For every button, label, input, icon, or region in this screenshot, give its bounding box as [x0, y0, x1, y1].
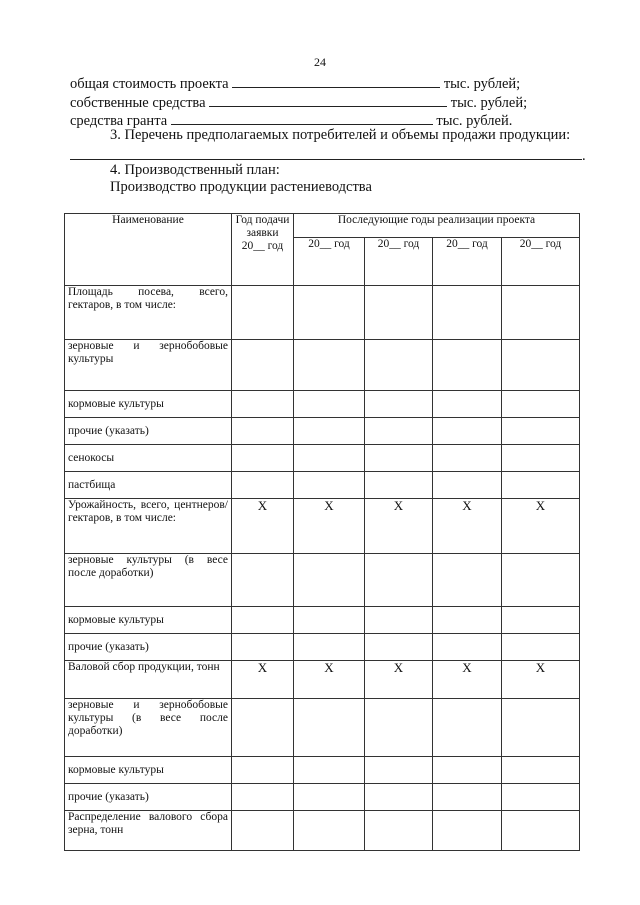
table-cell[interactable] [502, 286, 580, 340]
total-cost-unit: тыс. рублей; [443, 76, 521, 92]
row-label: прочие (указать) [65, 418, 232, 445]
table-cell[interactable] [433, 391, 502, 418]
row-label: зерновые и зернобобовые культуры (в весе после доработки) [65, 699, 232, 757]
header-application-year: Год подачи заявки 20__ год [232, 214, 294, 286]
table-cell[interactable]: X [294, 661, 365, 699]
table-cell[interactable] [433, 340, 502, 391]
table-cell[interactable] [294, 472, 365, 499]
table-cell[interactable] [502, 699, 580, 757]
table-cell[interactable] [232, 811, 294, 851]
table-row [65, 661, 580, 699]
table-cell[interactable] [232, 784, 294, 811]
table-cell[interactable] [232, 445, 294, 472]
table-cell[interactable] [294, 340, 365, 391]
table-cell[interactable] [433, 699, 502, 757]
table-row [65, 634, 580, 661]
table-row [65, 699, 580, 757]
table-cell[interactable]: X [232, 661, 294, 699]
row-label: прочие (указать) [65, 634, 232, 661]
table-cell[interactable] [365, 554, 433, 607]
table-cell[interactable] [502, 811, 580, 851]
table-cell[interactable] [502, 472, 580, 499]
table-cell[interactable] [365, 757, 433, 784]
table-subtitle: Производство продукции растениеводства [110, 179, 372, 195]
table-cell[interactable] [232, 472, 294, 499]
table-cell[interactable] [294, 607, 365, 634]
table-cell[interactable] [433, 286, 502, 340]
table-cell[interactable]: X [433, 499, 502, 554]
table-cell[interactable]: X [502, 499, 580, 554]
table-cell[interactable] [294, 699, 365, 757]
table-cell[interactable] [502, 757, 580, 784]
table-cell[interactable] [365, 811, 433, 851]
table-row [65, 472, 580, 499]
table-cell[interactable] [294, 634, 365, 661]
row-label: кормовые культуры [65, 391, 232, 418]
row-label: Распределение валового сбора зерна, тонн [65, 811, 232, 851]
table-cell[interactable] [433, 554, 502, 607]
table-cell[interactable] [365, 699, 433, 757]
table-cell[interactable]: X [433, 661, 502, 699]
table-cell[interactable] [365, 445, 433, 472]
table-cell[interactable] [365, 472, 433, 499]
row-label: кормовые культуры [65, 757, 232, 784]
grant-funds-unit: тыс. рублей. [436, 113, 513, 129]
table-row [65, 757, 580, 784]
table-cell[interactable] [433, 607, 502, 634]
table-cell[interactable] [232, 391, 294, 418]
table-cell[interactable] [365, 784, 433, 811]
table-cell[interactable] [365, 286, 433, 340]
header-year-2: 20__ год [365, 238, 433, 286]
table-cell[interactable] [232, 418, 294, 445]
table-cell[interactable] [232, 757, 294, 784]
row-label: прочие (указать) [65, 784, 232, 811]
grant-funds-blank [171, 110, 433, 125]
row-label: сенокосы [65, 445, 232, 472]
table-cell[interactable] [232, 699, 294, 757]
item-3: 3. Перечень предполагаемых потребителей и объемы продажи продукции: [110, 127, 571, 143]
table-cell[interactable] [294, 784, 365, 811]
total-cost-label: общая стоимость проекта [70, 76, 229, 92]
table-cell[interactable] [294, 554, 365, 607]
row-label: пастбища [65, 472, 232, 499]
table-cell[interactable] [232, 634, 294, 661]
table-row [65, 286, 580, 340]
row-label: зерновые культуры (в весе после доработки) [65, 554, 232, 607]
table-cell[interactable] [294, 418, 365, 445]
header-following-years: Последующие годы реализации проекта [294, 214, 580, 238]
header-year-1: 20__ год [294, 238, 365, 286]
table-cell[interactable] [232, 554, 294, 607]
row-label: кормовые культуры [65, 607, 232, 634]
table-cell[interactable] [502, 607, 580, 634]
item-4: 4. Производственный план: [110, 162, 280, 178]
table-cell[interactable] [365, 418, 433, 445]
table-cell[interactable] [365, 340, 433, 391]
table-cell[interactable] [433, 784, 502, 811]
table-cell[interactable] [365, 634, 433, 661]
table-cell[interactable] [294, 445, 365, 472]
table-cell[interactable] [502, 340, 580, 391]
table-cell[interactable]: X [232, 499, 294, 554]
table-cell[interactable] [232, 340, 294, 391]
table-cell[interactable] [433, 757, 502, 784]
total-cost-line [70, 73, 520, 93]
table-cell[interactable] [433, 418, 502, 445]
table-cell[interactable] [365, 607, 433, 634]
table-cell[interactable] [294, 391, 365, 418]
table-row [65, 554, 580, 607]
table-row [65, 340, 580, 391]
row-label: Урожайность, всего, центнеров/гектаров, в том числе: [65, 499, 232, 554]
table-cell[interactable] [502, 784, 580, 811]
table-cell[interactable] [502, 445, 580, 472]
table-row [65, 445, 580, 472]
header-year-3: 20__ год [433, 238, 502, 286]
table-cell[interactable] [502, 554, 580, 607]
table-cell[interactable] [502, 634, 580, 661]
table-cell[interactable] [502, 418, 580, 445]
table-cell[interactable] [433, 811, 502, 851]
table-cell[interactable]: X [365, 499, 433, 554]
header-year-4: 20__ год [502, 238, 580, 286]
table-cell[interactable] [433, 634, 502, 661]
table-cell[interactable] [294, 286, 365, 340]
page-number: 24 [314, 55, 326, 69]
table-cell[interactable] [433, 472, 502, 499]
table-cell[interactable]: X [294, 499, 365, 554]
table-cell[interactable] [502, 391, 580, 418]
production-plan-table [64, 213, 580, 851]
item-3-end: . [582, 148, 586, 164]
table-cell[interactable] [294, 757, 365, 784]
row-label: Валовой сбор продукции, тонн [65, 661, 232, 699]
total-cost-blank [232, 73, 440, 88]
table-cell[interactable] [365, 391, 433, 418]
table-row [65, 811, 580, 851]
own-funds-blank [209, 92, 447, 107]
table-row [65, 418, 580, 445]
table-row [65, 499, 580, 554]
grant-funds-label: средства гранта [70, 113, 168, 129]
table-row [65, 391, 580, 418]
own-funds-unit: тыс. рублей; [450, 95, 528, 111]
table-row [65, 607, 580, 634]
row-label: зерновые и зернобобовые культуры [65, 340, 232, 391]
row-label: Площадь посева, всего, гектаров, в том числе: [65, 286, 232, 340]
header-name: Наименование [65, 214, 232, 286]
table-cell[interactable] [433, 445, 502, 472]
table-cell[interactable]: X [365, 661, 433, 699]
table-cell[interactable] [232, 607, 294, 634]
table-cell[interactable]: X [502, 661, 580, 699]
own-funds-label: собственные средства [70, 95, 206, 111]
table-cell[interactable] [294, 811, 365, 851]
table-row [65, 784, 580, 811]
table-cell[interactable] [232, 286, 294, 340]
own-funds-line [70, 92, 527, 112]
item-3-blank [70, 145, 582, 160]
